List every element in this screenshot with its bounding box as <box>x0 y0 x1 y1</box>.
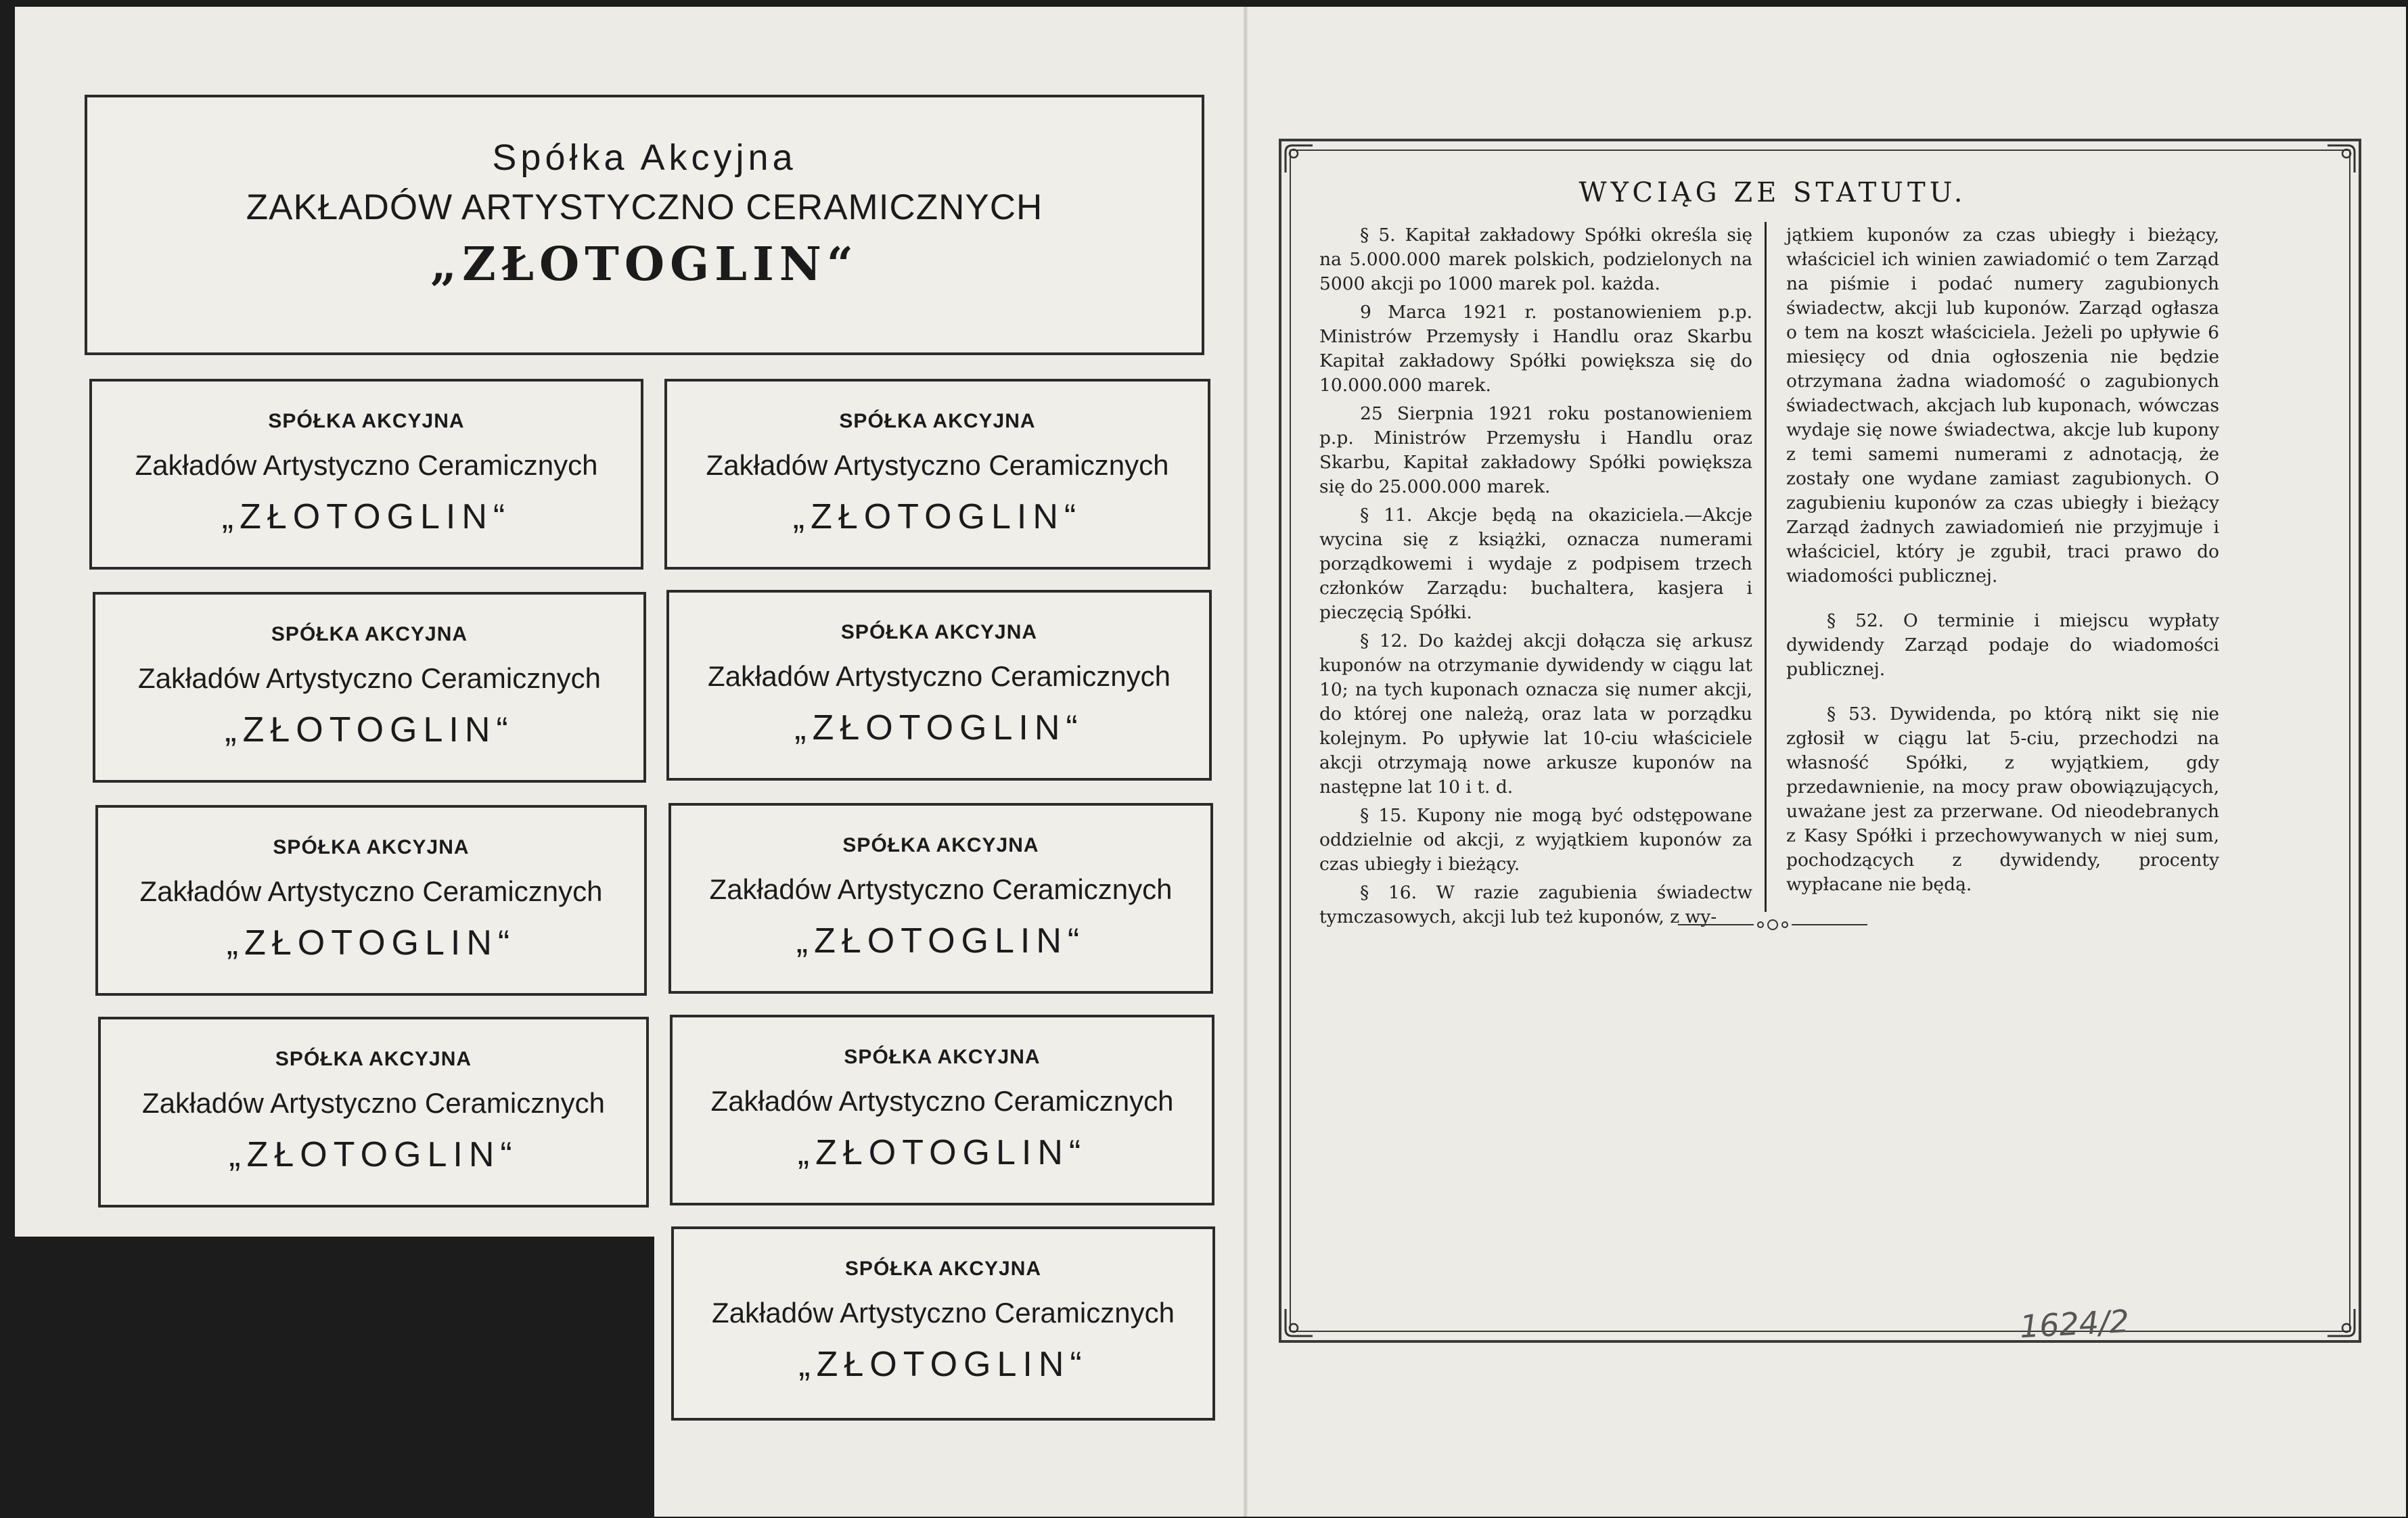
statute-paragraph: 25 Sierpnia 1921 roku postanowieniem p.p. Ministrów Przemysłu i Handlu oraz Skarbu, Kapitał zakładowy Spółki powiększa się do 25.000.000 marek. <box>1319 403 1752 497</box>
coupon <box>671 1226 1215 1421</box>
coupon <box>93 592 646 783</box>
statute-paragraph: § 5. Kapitał zakładowy Spółki określa się na 5.000.000 marek polskich, podzielonych na 5000 akcji po 1000 marek pol. każda. <box>1319 225 1752 294</box>
statute-column-right <box>1786 223 2219 901</box>
coupon-line-2: Zakładów Artystyczno Ceramicznych <box>138 662 601 694</box>
coupon-line-1: SPÓŁKA AKCYJNA <box>268 410 465 432</box>
coupon-line-3: „ZŁOTOGLIN“ <box>221 497 512 536</box>
coupon <box>664 379 1210 570</box>
coupon-line-2: Zakładów Artystyczno Ceramicznych <box>709 873 1173 905</box>
divider-ornament-icon <box>1678 915 1867 935</box>
coupon-line-1: SPÓŁKA AKCYJNA <box>839 410 1036 432</box>
coupon-line-1: SPÓŁKA AKCYJNA <box>271 623 468 645</box>
coupon <box>668 803 1213 994</box>
statute-paragraph: § 16. W razie zagubienia świadectw tymczasowych, akcji lub też kuponów, z wy- <box>1319 882 1752 927</box>
coupon-line-3: „ZŁOTOGLIN“ <box>797 1133 1087 1172</box>
coupon-line-3: „ZŁOTOGLIN“ <box>226 923 516 963</box>
header-line-2: ZAKŁADÓW ARTYSTYCZNO CERAMICZNYCH <box>246 187 1043 227</box>
coupon-line-3: „ZŁOTOGLIN“ <box>229 1135 518 1174</box>
coupon-line-2: Zakładów Artystyczno Ceramicznych <box>139 875 603 907</box>
coupon-line-3: „ZŁOTOGLIN“ <box>796 921 1086 961</box>
statute-paragraph: § 12. Do każdej akcji dołącza się arkusz kuponów na otrzymanie dywidendy w ciągu lat 10; na tych kuponach oznacza się numer akcji, do której one należą, oraz lata w porządku kolejnym. Po upływie lat 10-ciu właściciele akcji otrzymają nowe arkusze kuponów na następne lat 10 i t. d. <box>1319 630 1752 798</box>
coupon-line-1: SPÓŁKA AKCYJNA <box>844 1046 1041 1068</box>
column-divider <box>1765 222 1767 912</box>
statute-paragraph: § 11. Akcje będą na okaziciela.—Akcje wycina się z książki, oznacza numerami porządkowemi i wydaje z podpisem trzech członków Zarządu: buchaltera, kasjera i pieczęcią Spółki. <box>1319 505 1752 623</box>
corner-ornament-icon <box>1283 143 1314 174</box>
coupon-line-2: Zakładów Artystyczno Ceramicznych <box>706 449 1169 481</box>
header-line-1: Spółka Akcyjna <box>492 137 797 178</box>
statute-paragraph: § 53. Dywidenda, po którą nikt się nie zgłosił w ciągu lat 5-ciu, przechodzi na własność Spółki, z wyjątkiem, gdy przedawnienie, na mocy praw obowiązujących, uważane jest za przerwane. Od nieodebranych z Kasy Spółki i przechowywanych w niej sum, pochodzących z dywidendy, procenty wypłacane nie będą. <box>1786 704 2219 895</box>
coupon-line-2: Zakładów Artystyczno Ceramicznych <box>135 449 598 481</box>
coupon-line-3: „ZŁOTOGLIN“ <box>794 708 1084 748</box>
coupon-line-3: „ZŁOTOGLIN“ <box>225 710 514 750</box>
coupon-line-3: „ZŁOTOGLIN“ <box>792 497 1083 536</box>
coupon-line-2: Zakładów Artystyczno Ceramicznych <box>710 1085 1174 1117</box>
statute-paragraph: 9 Marca 1921 r. postanowieniem p.p. Ministrów Przemysły i Handlu oraz Skarbu Kapitał zakładowy Spółki powiększa się do 10.000.000 marek. <box>1319 302 1752 396</box>
coupon <box>670 1015 1214 1205</box>
coupon <box>95 805 647 996</box>
statute-column-left <box>1319 223 1752 934</box>
coupon-line-1: SPÓŁKA AKCYJNA <box>842 834 1039 856</box>
corner-ornament-icon <box>2326 143 2357 174</box>
statute-paragraph: § 15. Kupony nie mogą być odstępowane oddzielnie od akcji, z wyjątkiem kuponów za czas ubiegły i bieżący. <box>1319 805 1752 875</box>
corner-ornament-icon <box>2326 1308 2357 1339</box>
corner-ornament-icon <box>1283 1308 1314 1339</box>
statute-title: WYCIĄG ZE STATUTU. <box>1578 177 1967 208</box>
coupon <box>98 1017 649 1208</box>
coupon-line-2: Zakładów Artystyczno Ceramicznych <box>712 1297 1175 1329</box>
coupon-line-1: SPÓŁKA AKCYJNA <box>844 1258 1042 1280</box>
coupon <box>666 590 1212 781</box>
coupon-line-3: „ZŁOTOGLIN“ <box>798 1345 1088 1384</box>
coupon-line-2: Zakładów Artystyczno Ceramicznych <box>708 660 1171 692</box>
handwritten-note: 1624/2 <box>2018 1302 2131 1346</box>
statute-paragraph: jątkiem kuponów za czas ubiegły i bieżący, właściciel ich winien zawiadomić o tem Zarząd na piśmie i podać numery zagubionych świadectw, akcji lub kuponów. Zarząd ogłasza o tem na koszt właściciela. Jeżeli po upływie 6 miesięcy od dnia ogłoszenia nie będzie otrzymana żadna wiadomość o zagubionych świadectwach, akcjach lub kuponach, wówczas wydaje się nowe świadectwa, akcje lub kupony z temi samemi numerami z adnotacją, że zostały one wydane zamiast zagubionych. O zagubieniu kuponów za czas ubiegły i bieżący Zarząd żadnych zawiadomień nie przyjmuje i właściciel, który je zgubił, traci prawo do wiadomości publicznej. <box>1786 225 2219 586</box>
coupon-line-2: Zakładów Artystyczno Ceramicznych <box>142 1087 605 1119</box>
statute-paragraph: § 52. O terminie i miejscu wypłaty dywidendy Zarząd podaje do wiadomości publicznej. <box>1786 610 2219 680</box>
fold-line <box>1244 7 1248 1517</box>
coupon-line-1: SPÓŁKA AKCYJNA <box>840 621 1038 643</box>
coupon-line-1: SPÓŁKA AKCYJNA <box>275 1048 472 1070</box>
coupon <box>89 379 643 570</box>
header-line-3: „ZŁOTOGLIN“ <box>430 237 859 292</box>
company-header-box <box>85 95 1204 355</box>
coupon-line-1: SPÓŁKA AKCYJNA <box>273 836 470 858</box>
